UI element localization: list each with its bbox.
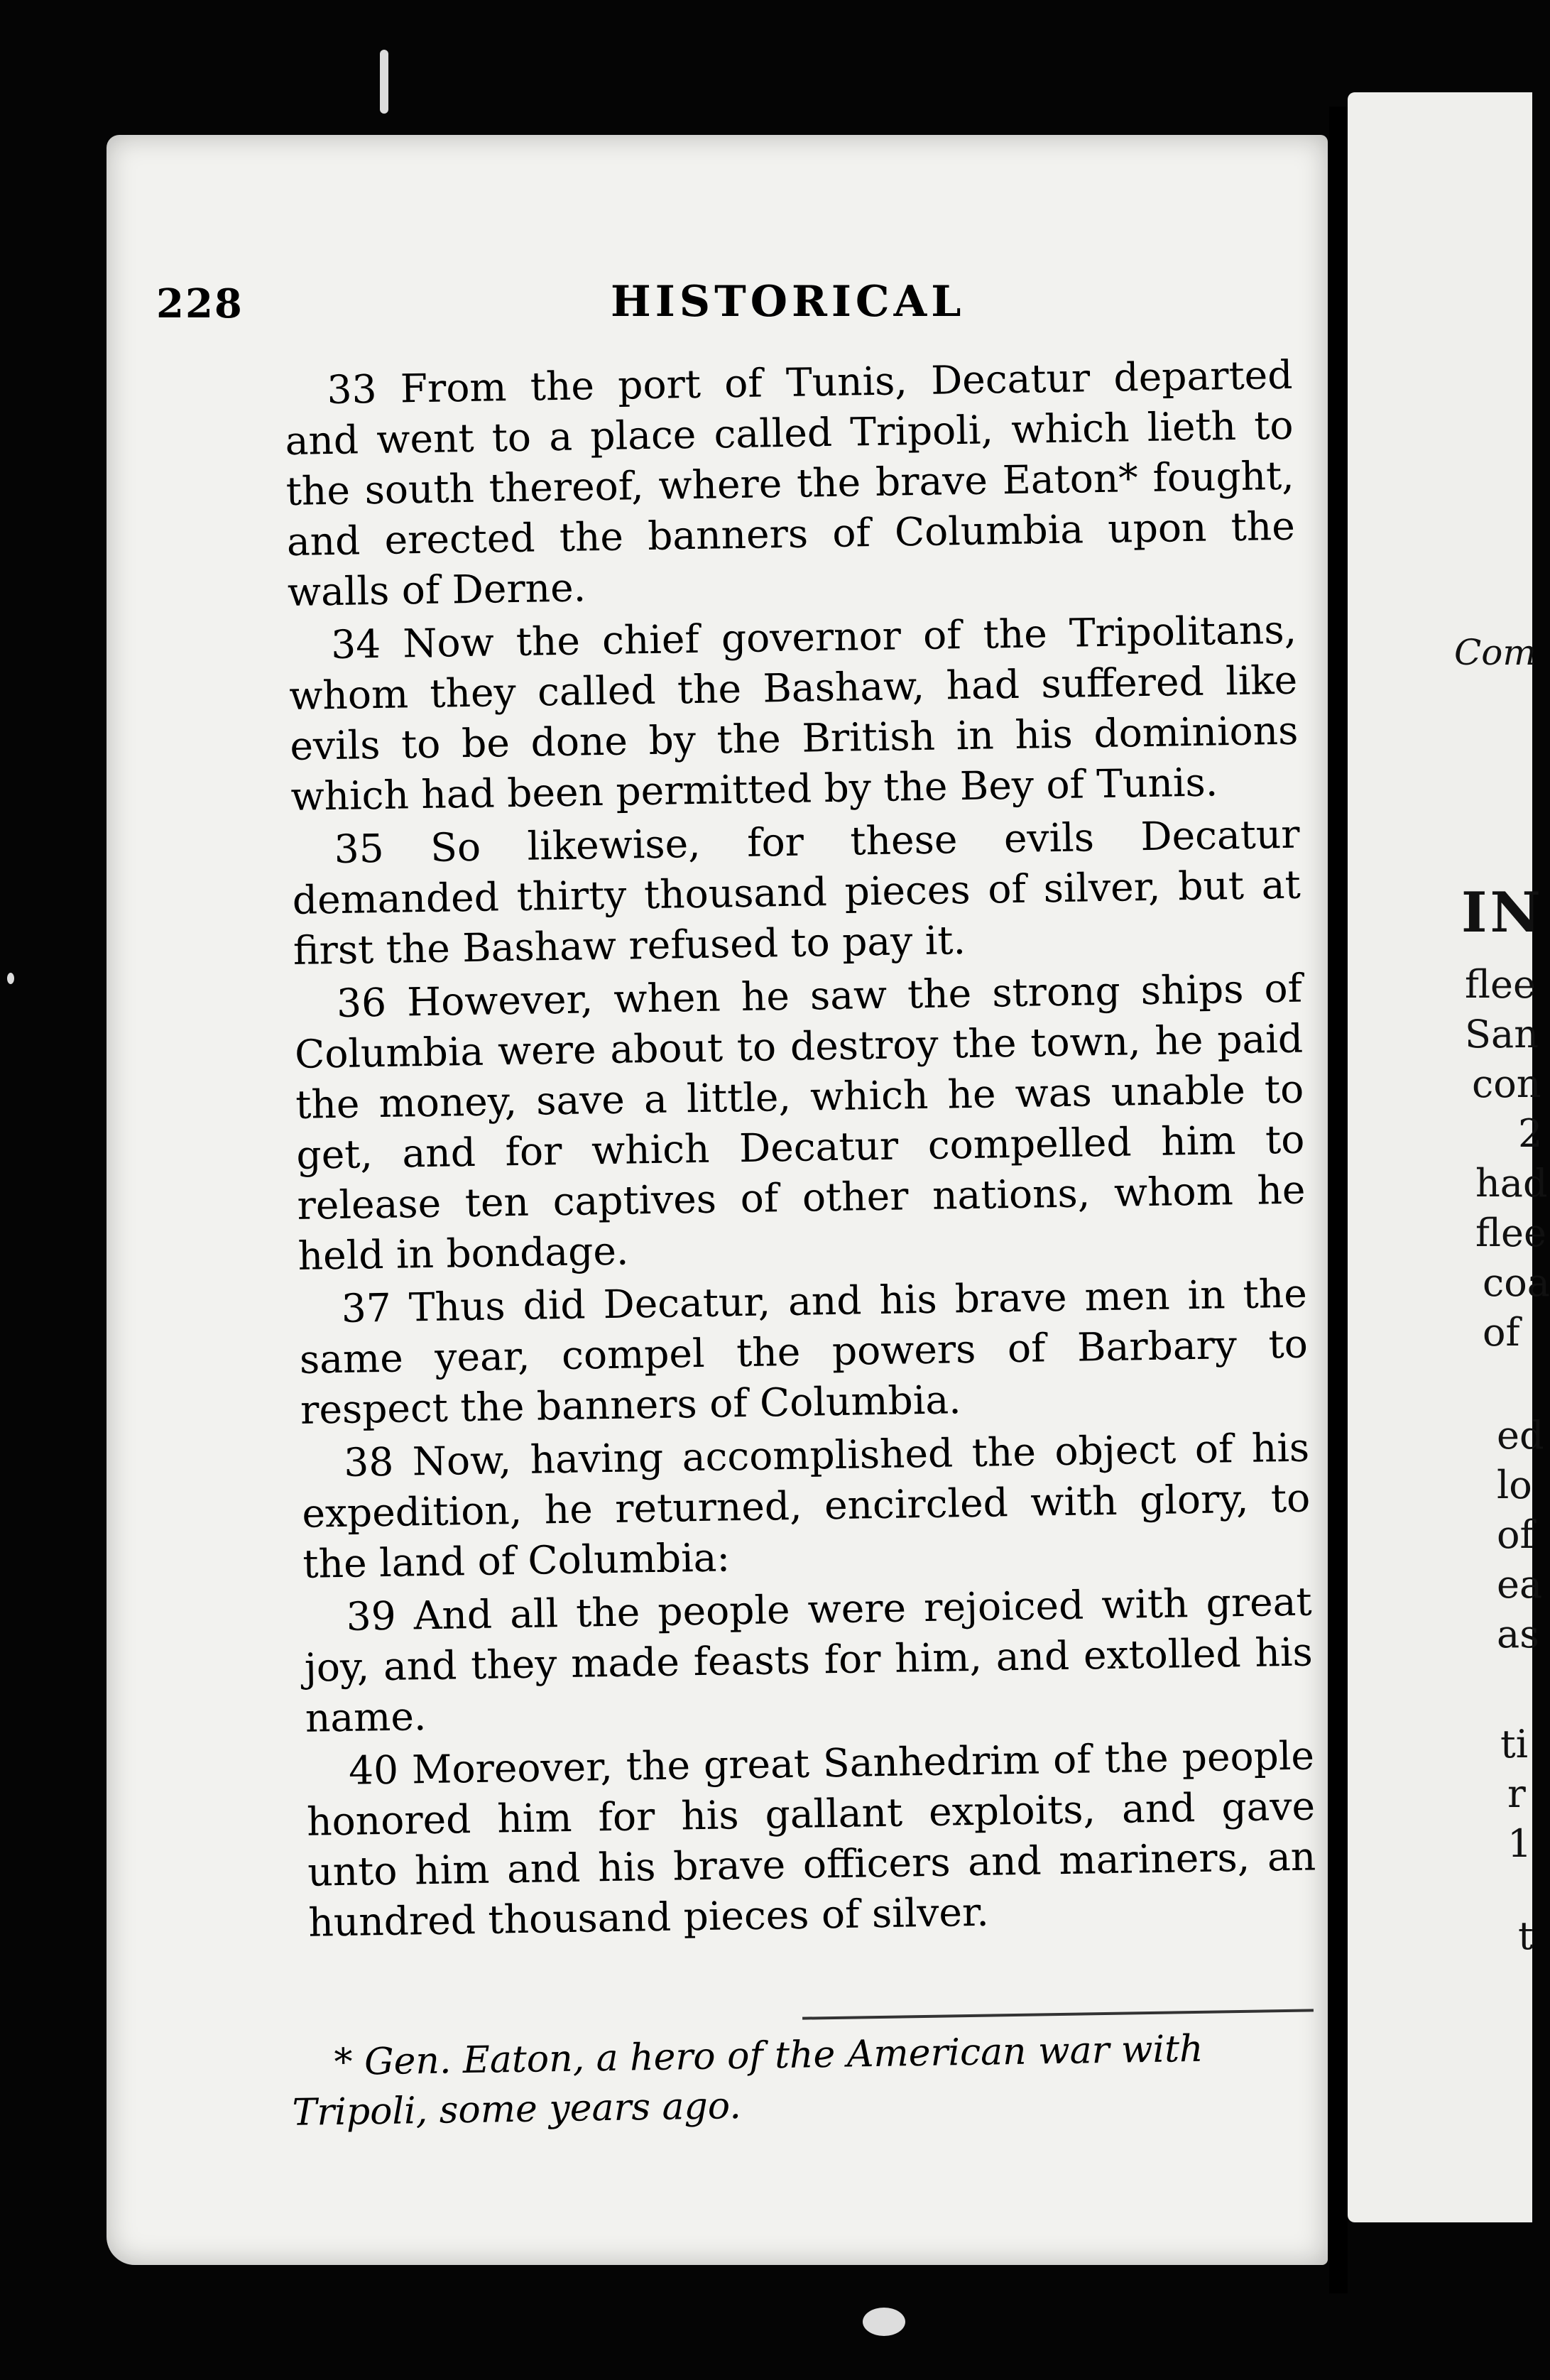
right-fragment: t [1518, 1914, 1534, 1958]
right-title: IN [1461, 880, 1544, 945]
book-gutter [1329, 107, 1348, 2293]
scan-artifact [863, 2308, 905, 2336]
verse-33: 33 From the port of Tunis, Decatur departed and went to a place called Tripoli, which lieth to the south thereof, where the brave Eaton* fought, and erected the banners of Columbia upon the walls of Derne. [285, 351, 1296, 615]
footnote-line-2: Tripoli, some years ago. [292, 2085, 742, 2134]
scan-artifact [7, 973, 14, 984]
verse-37: 37 Thus did Decatur, and his brave men in the same year, compel the powers of Barbary to respect the banners of Columbia. [299, 1270, 1309, 1433]
right-fragment: ea [1497, 1562, 1543, 1607]
body-text [284, 350, 1317, 1951]
right-page [1348, 92, 1550, 2222]
right-fragment: con [1472, 1061, 1541, 1106]
right-fragment: 1 [1507, 1821, 1532, 1866]
right-fragment: had [1475, 1161, 1548, 1206]
running-head: HISTORICAL [611, 277, 966, 327]
right-fragment: of [1497, 1512, 1534, 1557]
verse-38: 38 Now, having accomplished the object of his expedition, he returned, encircled with glory, to the land of Columbia: [301, 1424, 1311, 1587]
footnote [292, 2022, 1315, 2137]
right-fragment: ti [1500, 1722, 1528, 1767]
right-fragment: San [1465, 1012, 1539, 1057]
right-fragment: coa [1483, 1260, 1550, 1305]
scan-artifact [380, 50, 388, 114]
right-caption: Com [1454, 632, 1537, 673]
verse-35: 35 So likewise, for these evils Decatur demanded thirty thousand pieces of silver, but at first the Bashaw refused to pay it. [292, 811, 1301, 973]
right-fragment: flee [1475, 1211, 1546, 1255]
verse-34: 34 Now the chief governor of the Tripolitans, whom they called the Bashaw, had suffered like evils to be done by the British in his dominions which had been permitted by the Bey of Tunis. [288, 606, 1299, 819]
footnote-line-1: * Gen. Eaton, a hero of the American war with [334, 2027, 1204, 2084]
right-fragment: r [1507, 1772, 1526, 1816]
right-fragment: of [1483, 1310, 1520, 1355]
verse-36: 36 However, when he saw the strong ships of Columbia were about to destroy the town, he paid the money, save a little, which he was unable to get, and for which Decatur compelled him to release ten captives of other nations, whom he held in bondage. [294, 965, 1306, 1279]
page-number: 228 [156, 280, 244, 327]
right-fragment: 2 [1518, 1111, 1543, 1156]
verse-39: 39 And all the people were rejoiced with great joy, and they made feasts for him, and extolled his name. [304, 1578, 1314, 1741]
right-fragment: lo [1497, 1463, 1532, 1507]
verse-40: 40 Moreover, the great Sanhedrim of the people honored him for his gallant exploits, and gave unto him and his brave officers and mariners, an hundred thousand pieces of silver. [306, 1732, 1316, 1945]
right-fragment: flee [1465, 962, 1536, 1007]
right-fragment: as [1497, 1612, 1539, 1656]
right-fragment: ed [1497, 1413, 1544, 1458]
